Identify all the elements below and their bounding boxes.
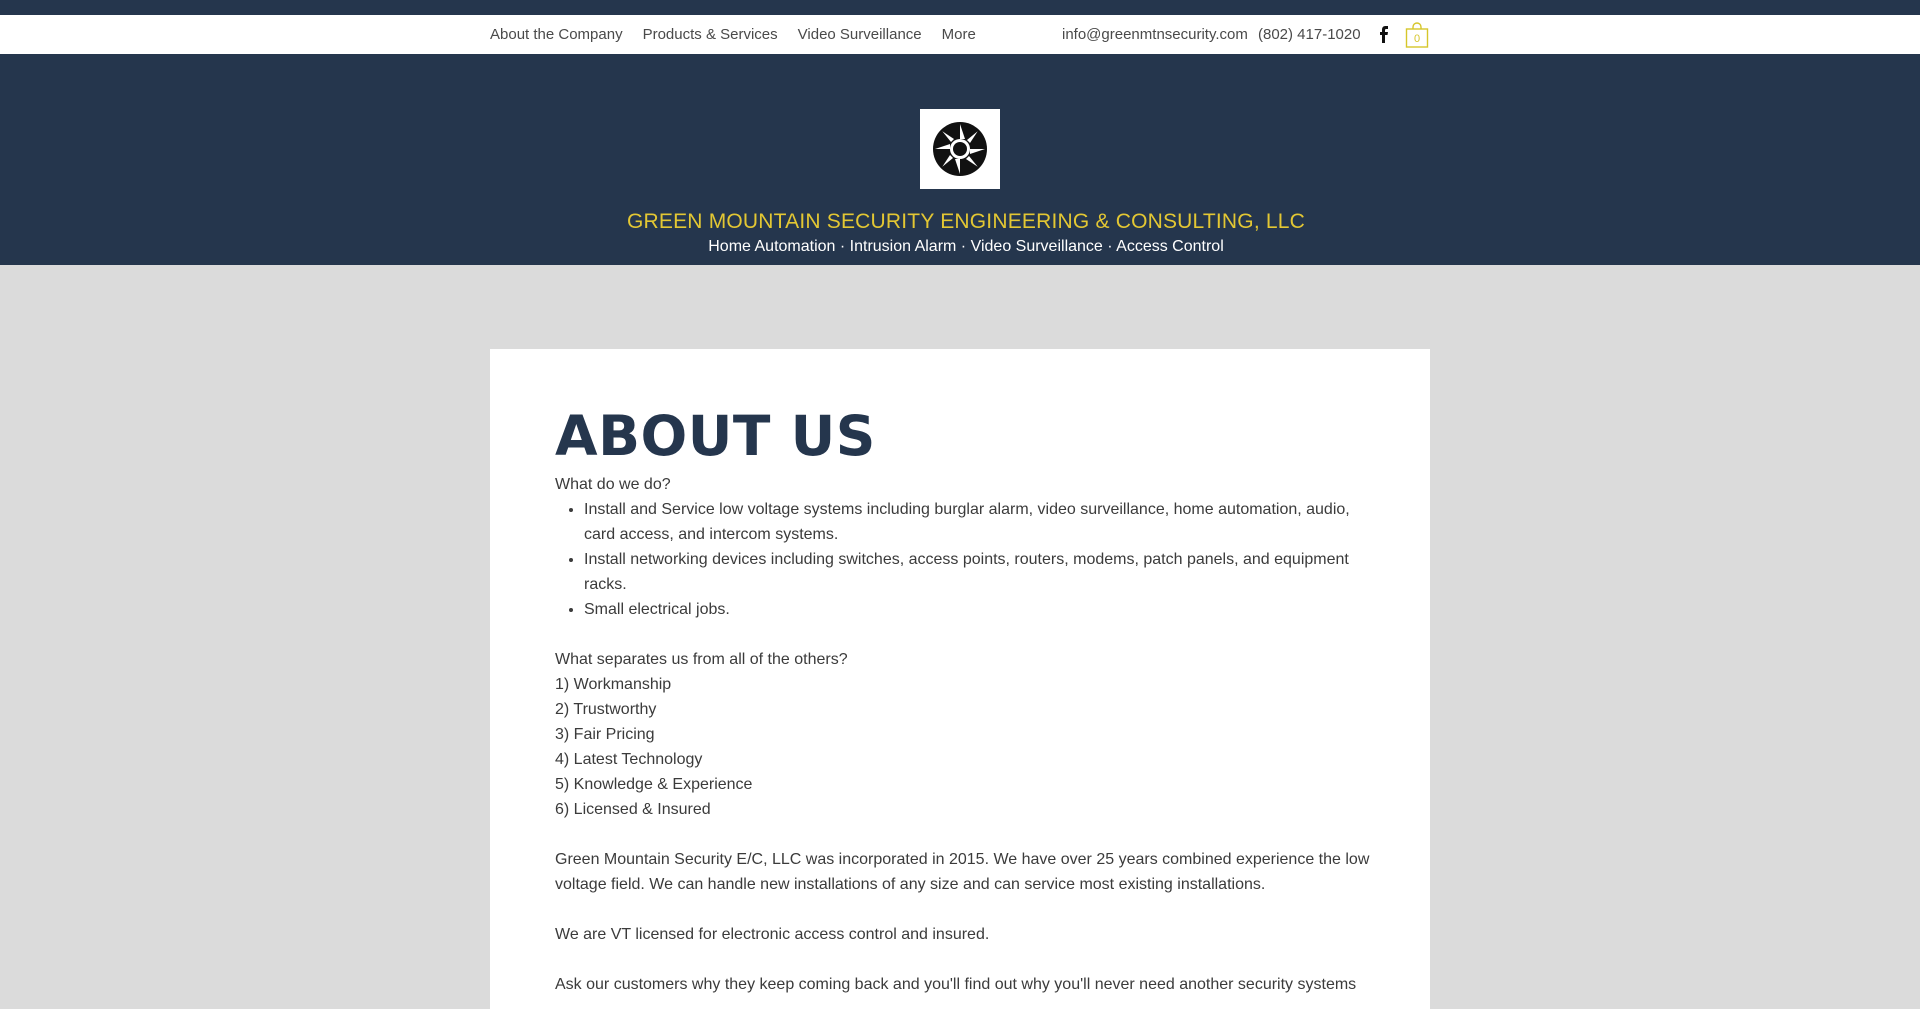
logo[interactable]: [920, 109, 1000, 189]
nav-item-video-surveillance[interactable]: Video Surveillance: [797, 26, 922, 43]
spacer: [555, 947, 1375, 972]
navbar: [0, 15, 1920, 54]
reason-item: 5) Knowledge & Experience: [555, 776, 753, 793]
list-item: • Install and Service low voltage systems including burglar alarm, video surveillance, home automation, audio, card access, and intercom systems.: [584, 497, 1375, 547]
nav-item-products-services[interactable]: Products & Services: [642, 26, 778, 43]
reason-item: 1) Workmanship: [555, 676, 672, 693]
nav-item-about-company[interactable]: About the Company: [490, 26, 623, 43]
company-name: GREEN MOUNTAIN SECURITY ENGINEERING & CONSULTING, LLC: [626, 210, 1306, 233]
nav-menu: [490, 15, 996, 54]
reason-item: 4) Latest Technology: [555, 751, 703, 768]
question-what-we-do: What do we do?: [555, 476, 671, 493]
reason-item: 3) Fair Pricing: [555, 726, 655, 743]
tagline: Home Automation · Intrusion Alarm · Video Surveillance · Access Control: [708, 238, 1224, 255]
services-list: [555, 497, 1375, 622]
customers-paragraph: Ask our customers why they keep coming back and you'll find out why you'll never need another security systems: [555, 976, 1357, 993]
list-item: • Install networking devices including switches, access points, routers, modems, patch panels, and equipment racks.: [584, 547, 1375, 597]
cart-count: 0: [1413, 33, 1421, 45]
company-history-paragraph: Green Mountain Security E/C, LLC was incorporated in 2015. We have over 25 years combined experience the low voltage field. We can handle new installations of any size and can service most existing installations.: [555, 851, 1370, 893]
cart-button[interactable]: [1405, 21, 1429, 49]
phone-number[interactable]: (802) 417-1020: [1258, 26, 1361, 43]
top-strip: [0, 0, 1920, 15]
email-link[interactable]: info@greenmtnsecurity.com: [1062, 26, 1248, 43]
reason-item: 2) Trustworthy: [555, 701, 657, 718]
spacer: [555, 897, 1375, 922]
list-item: • Small electrical jobs.: [584, 597, 1375, 622]
nav-item-more[interactable]: More: [941, 26, 976, 43]
spacer: [555, 622, 1375, 647]
spacer: [555, 822, 1375, 847]
camera-shutter-icon: [932, 121, 988, 177]
reason-item: 6) Licensed & Insured: [555, 801, 711, 818]
page-title: ABOUT US: [555, 404, 876, 468]
about-card: [490, 349, 1430, 1009]
facebook-icon[interactable]: [1378, 25, 1390, 45]
about-content: [555, 404, 1375, 997]
question-separates: What separates us from all of the others?: [555, 651, 848, 668]
license-paragraph: We are VT licensed for electronic access control and insured.: [555, 926, 990, 943]
